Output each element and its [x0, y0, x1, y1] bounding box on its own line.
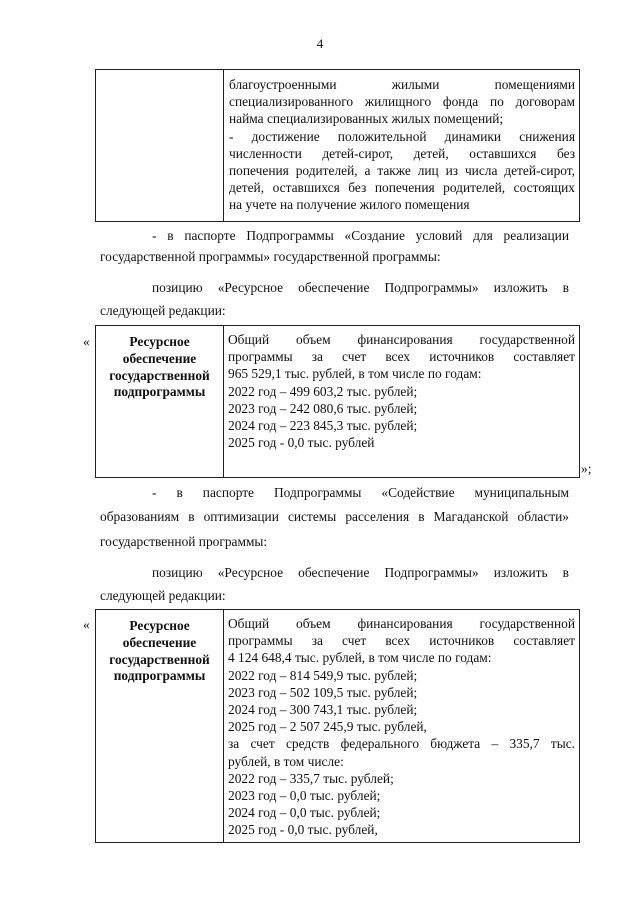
head-line: обеспечение	[122, 634, 197, 650]
head-line: государственной	[109, 367, 210, 383]
text-line: численности детей-сирот, детей, оставшихся без	[229, 145, 575, 161]
paragraph-line: государственной программы» государственной программы:	[100, 249, 441, 264]
open-quote: «	[83, 334, 90, 349]
close-quote: »;	[581, 461, 592, 476]
resource-table-2	[95, 609, 580, 843]
text-line: попечения родителей, а также лиц из числа детей-сирот,	[229, 163, 575, 179]
text-line: 965 529,1 тыс. рублей, в том числе по годам:	[228, 366, 482, 382]
text-line: специализированного жилищного фонда по договорам	[229, 94, 575, 110]
text-line: программы за счет всех источников составляет	[228, 349, 575, 365]
text-line: 2025 год – 2 507 245,9 тыс. рублей,	[228, 719, 427, 735]
text-line: 2024 год – 0,0 тыс. рублей;	[228, 805, 381, 821]
text-line: рублей, в том числе:	[228, 753, 344, 769]
head-line: государственной	[109, 651, 210, 667]
continued-table-right-cell	[224, 70, 580, 222]
text-line: на учете на получение жилого помещения	[229, 197, 470, 213]
resource-table-1-body-cell	[224, 326, 580, 478]
text-line: найма специализированных жилых помещений;	[229, 111, 504, 127]
open-quote: «	[83, 617, 90, 632]
page-number: 4	[316, 36, 324, 51]
head-line: Ресурсное	[129, 618, 190, 633]
text-line: Общий объем финансирования государственной	[228, 332, 575, 347]
continued-table-left-cell	[96, 70, 224, 222]
text-line: 2022 год – 814 549,9 тыс. рублей;	[228, 667, 418, 683]
head-line: подпрограммы	[113, 668, 206, 684]
head-line: Ресурсное	[129, 334, 190, 349]
text-line: 2022 год – 499 603,2 тыс. рублей;	[228, 383, 418, 399]
resource-table-1	[95, 325, 580, 478]
paragraph-line: - в паспорте Подпрограммы «Создание условий для реализации	[152, 228, 569, 243]
paragraph-line: - в паспорте Подпрограммы «Содействие муниципальным	[152, 485, 569, 500]
text-line: 2023 год – 502 109,5 тыс. рублей;	[228, 684, 418, 700]
paragraph-line: позицию «Ресурсное обеспечение Подпрограммы» изложить в	[152, 565, 569, 580]
text-line: за счет средств федерального бюджета – 335,7 тыс.	[228, 736, 575, 752]
text-line: 2024 год – 223 845,3 тыс. рублей;	[228, 418, 418, 434]
paragraph-line: образованиям в оптимизации системы расселения в Магаданской области»	[100, 509, 569, 524]
resource-table-1-head-cell	[96, 326, 224, 478]
paragraph-line: позицию «Ресурсное обеспечение Подпрограммы» изложить в	[152, 280, 569, 295]
text-line: 4 124 648,4 тыс. рублей, в том числе по годам:	[228, 650, 492, 666]
paragraph-line: следующей редакции:	[100, 303, 226, 318]
text-line: 2023 год – 242 080,6 тыс. рублей;	[228, 400, 418, 416]
continued-table	[95, 69, 580, 222]
text-line: детей, оставшихся без попечения родителей, состоящих	[229, 180, 575, 196]
text-line: 2025 год - 0,0 тыс. рублей	[228, 435, 375, 451]
resource-table-2-head-cell	[96, 610, 224, 843]
paragraph-line: следующей редакции:	[100, 588, 226, 603]
head-line: обеспечение	[122, 350, 197, 366]
resource-table-2-body-cell	[224, 610, 580, 843]
text-line: - достижение положительной динамики снижения	[229, 128, 575, 144]
text-line: благоустроенными жилыми помещениями	[229, 77, 575, 92]
text-line: 2025 год - 0,0 тыс. рублей,	[228, 822, 378, 838]
text-line: 2024 год – 300 743,1 тыс. рублей;	[228, 702, 418, 718]
text-line: программы за счет всех источников составляет	[228, 633, 575, 649]
text-line: 2023 год – 0,0 тыс. рублей;	[228, 788, 381, 804]
text-line: Общий объем финансирования государственной	[228, 616, 575, 631]
paragraph-line: государственной программы:	[100, 534, 268, 549]
text-line: 2022 год – 335,7 тыс. рублей;	[228, 770, 394, 786]
head-line: подпрограммы	[113, 384, 206, 400]
